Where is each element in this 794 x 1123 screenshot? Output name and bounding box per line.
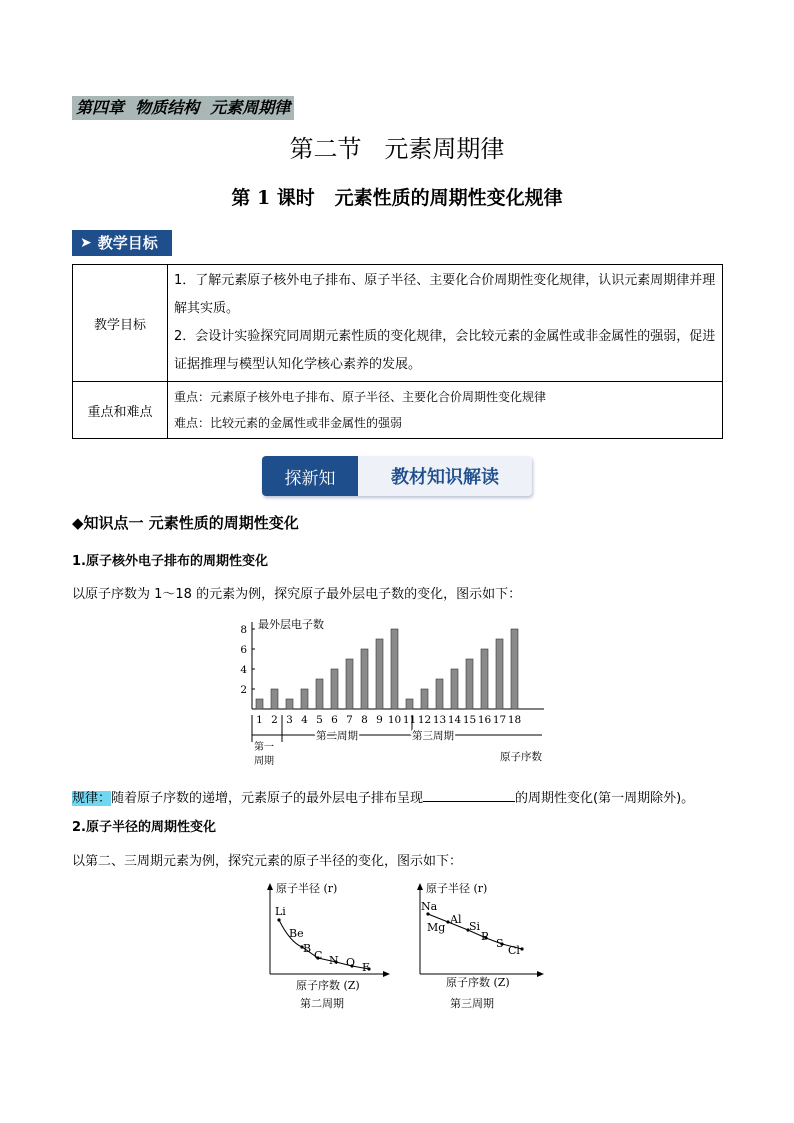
rule-text-before: 随着原子序数的递增，元素原子的最外层电子排布呈现	[111, 791, 424, 806]
section-banner	[262, 456, 532, 496]
bar-1	[256, 699, 263, 709]
x-tick-label: 9	[376, 714, 383, 726]
label-f: F	[362, 961, 370, 974]
y-tick-label: 4	[240, 664, 247, 676]
label-si: Si	[469, 920, 481, 933]
radius-xlabel-p3: 原子序数 (Z)	[446, 976, 510, 989]
x-tick-label: 8	[361, 714, 368, 726]
radius-chart-period-2	[262, 880, 392, 1015]
bar-8	[361, 649, 368, 709]
goal-item-2: 2．会设计实验探究同周期元素性质的变化规律，会比较元素的金属性或非金属性的强弱，促进证据推理与模型认知化学核心素养的发展。	[174, 329, 716, 372]
bar-3	[286, 699, 293, 709]
bar-11	[406, 699, 413, 709]
x-tick-label: 10	[387, 714, 402, 726]
x-tick-label: 4	[301, 714, 308, 726]
x-tick-label: 17	[492, 714, 507, 726]
x-tick-label: 15	[462, 714, 477, 726]
x-tick-label: 5	[316, 714, 323, 726]
rule-label: 规律：	[72, 791, 112, 806]
subsection-1-intro: 以原子序数为 1～18 的元素为例，探究原子最外层电子数的变化，图示如下：	[72, 587, 522, 602]
label-n: N	[329, 954, 339, 967]
radius-chart-period-3	[412, 880, 548, 1015]
bar-7	[346, 659, 353, 709]
x-tick-label: 11	[402, 714, 417, 726]
point-li	[277, 918, 280, 921]
x-tick-label: 1	[256, 714, 263, 726]
lesson-title: 第 1 课时 元素性质的周期性变化规律	[231, 187, 563, 209]
bar-10	[391, 629, 398, 709]
x-tick-label: 12	[417, 714, 432, 726]
x-tick-group	[256, 714, 521, 726]
label-c: C	[314, 949, 323, 962]
bar-2	[271, 689, 278, 709]
bar-15	[466, 659, 473, 709]
bar-6	[331, 669, 338, 709]
x-tick-label: 6	[331, 714, 338, 726]
section-title: 第二节 元素周期律	[289, 135, 505, 163]
subsection-2-intro: 以第二、三周期元素为例，探究元素的原子半径的变化，图示如下：	[72, 854, 463, 869]
label-s: S	[496, 937, 504, 950]
chart-xlabel: 原子序数	[500, 751, 542, 763]
goals-table	[72, 264, 723, 439]
x-tick-label: 2	[271, 714, 278, 726]
electron-count-chart	[232, 614, 572, 774]
label-b: B	[303, 942, 312, 955]
radius-xlabel-p2: 原子序数 (Z)	[296, 979, 360, 992]
x-tick-label: 7	[346, 714, 353, 726]
bar-16	[481, 649, 488, 709]
bar-4	[301, 689, 308, 709]
chevron-right-icon: ➤	[80, 235, 92, 251]
focus-row	[73, 382, 723, 439]
chapter-label: 第四章 物质结构 元素周期律	[72, 96, 294, 120]
bar-group	[256, 629, 518, 709]
key-point: 重点：元素原子核外电子排布、原子半径、主要化合价周期性变化规律	[174, 390, 547, 404]
x-tick-label: 18	[507, 714, 522, 726]
y-tick-label: 6	[240, 644, 247, 656]
period-1-label-a: 第一	[254, 742, 274, 753]
period-3-label: 第三周期	[412, 730, 454, 742]
goals-row	[73, 265, 723, 382]
goals-badge	[72, 230, 172, 256]
label-al: Al	[450, 913, 462, 926]
x-tick-label: 16	[477, 714, 492, 726]
bar-18	[511, 629, 518, 709]
bar-17	[496, 639, 503, 709]
label-li: Li	[275, 905, 286, 918]
y-tick-label: 8	[240, 624, 247, 636]
knowledge-point-heading: ◆知识点一 元素性质的周期性变化	[72, 514, 299, 532]
subsection-2-title: 2.原子半径的周期性变化	[72, 820, 216, 835]
y-tick-group	[240, 624, 255, 696]
radius-ylabel-p3: 原子半径 (r)	[426, 882, 488, 895]
label-o: O	[346, 956, 356, 969]
bar-14	[451, 669, 458, 709]
bar-9	[376, 639, 383, 709]
banner-right: 教材知识解读	[391, 467, 499, 488]
chart-ylabel: 最外层电子数	[258, 618, 324, 631]
banner-left: 探新知	[262, 456, 358, 496]
radius-ylabel-p2: 原子半径 (r)	[276, 882, 338, 895]
goals-row-head: 教学目标	[73, 265, 168, 382]
radius-title-p3: 第三周期	[450, 997, 494, 1010]
bar-12	[421, 689, 428, 709]
x-tick-label: 3	[286, 714, 293, 726]
bar-13	[436, 679, 443, 709]
label-na: Na	[421, 900, 438, 913]
radius-title-p2: 第二周期	[300, 997, 344, 1010]
label-cl: Cl	[508, 944, 520, 957]
subsection-1-title: 1.原子核外电子排布的周期性变化	[72, 554, 268, 569]
rule-text-after: 的周期性变化(第一周期除外)。	[515, 791, 695, 806]
label-p: P	[481, 930, 489, 943]
x-tick-label: 14	[447, 714, 462, 726]
label-mg: Mg	[427, 921, 446, 934]
period-2-label: 第二周期	[316, 730, 358, 742]
point-s	[520, 947, 523, 950]
bar-5	[316, 679, 323, 709]
difficult-point: 难点：比较元素的金属性或非金属性的强弱	[174, 416, 403, 430]
focus-row-head: 重点和难点	[73, 382, 168, 439]
goal-item-1: 1．了解元素原子核外电子排布、原子半径、主要化合价周期性变化规律，认识元素周期律并理解其实质。	[174, 273, 716, 316]
period-1-label-b: 周期	[254, 756, 274, 767]
fill-blank[interactable]	[423, 787, 515, 802]
rule-line	[72, 787, 694, 809]
y-tick-label: 2	[240, 684, 247, 696]
x-tick-label: 13	[432, 714, 447, 726]
goals-badge-label: 教学目标	[97, 234, 158, 252]
label-be: Be	[289, 927, 304, 940]
